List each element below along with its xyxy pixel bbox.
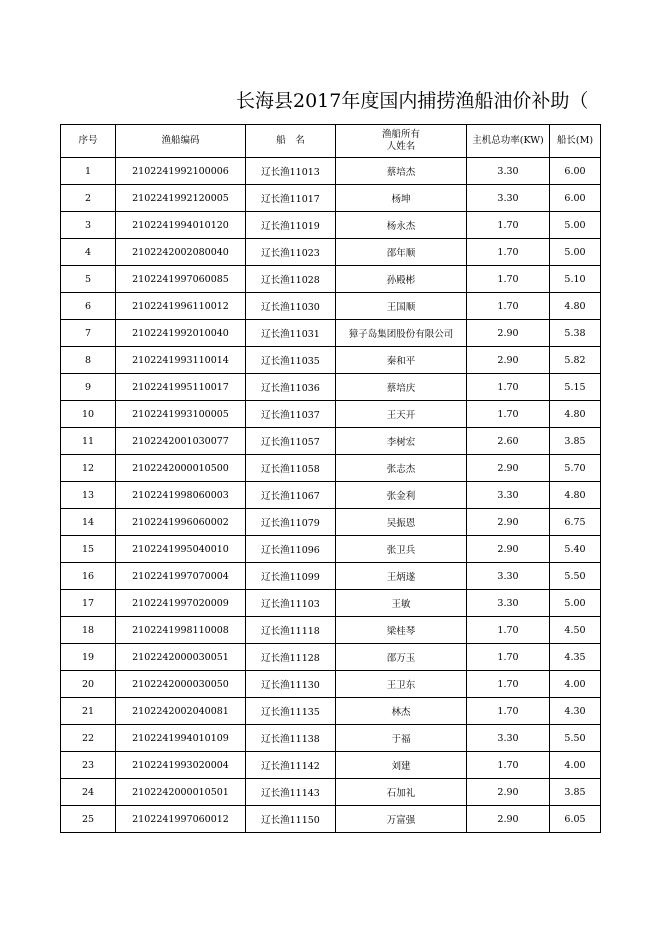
cell-vessel-length: 5.82 <box>550 347 601 374</box>
cell-vessel-length: 6.05 <box>550 806 601 833</box>
cell-owner-name: 梁桂琴 <box>336 617 467 644</box>
cell-vessel-name: 辽长渔11017 <box>246 185 336 212</box>
cell-index: 23 <box>61 752 116 779</box>
cell-engine-power: 1.70 <box>467 239 550 266</box>
cell-engine-power: 2.90 <box>467 509 550 536</box>
cell-owner-name: 蔡培庆 <box>336 374 467 401</box>
cell-owner-name: 李树宏 <box>336 428 467 455</box>
header-index: 序号 <box>61 125 116 158</box>
cell-vessel-length: 3.85 <box>550 428 601 455</box>
cell-index: 17 <box>61 590 116 617</box>
cell-vessel-code: 2102242000030051 <box>116 644 246 671</box>
cell-vessel-length: 4.00 <box>550 671 601 698</box>
table-row <box>61 347 601 374</box>
table-row <box>61 671 601 698</box>
cell-vessel-length: 5.15 <box>550 374 601 401</box>
table-row <box>61 752 601 779</box>
cell-owner-name: 秦和平 <box>336 347 467 374</box>
table-body <box>61 158 601 833</box>
cell-vessel-name: 辽长渔11058 <box>246 455 336 482</box>
cell-vessel-name: 辽长渔11067 <box>246 482 336 509</box>
header-owner-name: 渔船所有 人姓名 <box>336 125 467 158</box>
cell-vessel-code: 2102241992120005 <box>116 185 246 212</box>
cell-vessel-code: 2102242000010500 <box>116 455 246 482</box>
cell-owner-name: 王敏 <box>336 590 467 617</box>
header-engine-power: 主机总功率(KW) <box>467 125 550 158</box>
table-row <box>61 509 601 536</box>
cell-engine-power: 3.30 <box>467 590 550 617</box>
subsidy-table <box>60 124 601 833</box>
cell-vessel-name: 辽长渔11096 <box>246 536 336 563</box>
cell-vessel-name: 辽长渔11142 <box>246 752 336 779</box>
cell-index: 1 <box>61 158 116 185</box>
cell-vessel-name: 辽长渔11079 <box>246 509 336 536</box>
cell-engine-power: 3.30 <box>467 482 550 509</box>
cell-vessel-code: 2102241998060003 <box>116 482 246 509</box>
cell-vessel-name: 辽长渔11118 <box>246 617 336 644</box>
cell-vessel-length: 4.35 <box>550 644 601 671</box>
cell-index: 16 <box>61 563 116 590</box>
cell-index: 8 <box>61 347 116 374</box>
cell-vessel-length: 4.80 <box>550 293 601 320</box>
cell-vessel-code: 2102241994010109 <box>116 725 246 752</box>
cell-engine-power: 1.70 <box>467 671 550 698</box>
table-row <box>61 725 601 752</box>
cell-engine-power: 2.90 <box>467 806 550 833</box>
cell-vessel-code: 2102242000030050 <box>116 671 246 698</box>
cell-engine-power: 1.70 <box>467 212 550 239</box>
cell-vessel-name: 辽长渔11057 <box>246 428 336 455</box>
cell-index: 6 <box>61 293 116 320</box>
cell-engine-power: 1.70 <box>467 752 550 779</box>
table-row <box>61 185 601 212</box>
cell-vessel-name: 辽长渔11143 <box>246 779 336 806</box>
cell-vessel-length: 4.80 <box>550 401 601 428</box>
cell-index: 19 <box>61 644 116 671</box>
cell-vessel-length: 6.00 <box>550 158 601 185</box>
cell-vessel-length: 5.40 <box>550 536 601 563</box>
cell-owner-name: 杨坤 <box>336 185 467 212</box>
cell-engine-power: 2.90 <box>467 320 550 347</box>
cell-vessel-code: 2102241993100005 <box>116 401 246 428</box>
cell-index: 11 <box>61 428 116 455</box>
cell-owner-name: 王天开 <box>336 401 467 428</box>
table-row <box>61 455 601 482</box>
cell-vessel-name: 辽长渔11135 <box>246 698 336 725</box>
cell-owner-name: 王国顺 <box>336 293 467 320</box>
cell-vessel-code: 2102241995040010 <box>116 536 246 563</box>
cell-owner-name: 林杰 <box>336 698 467 725</box>
cell-engine-power: 1.70 <box>467 617 550 644</box>
cell-index: 18 <box>61 617 116 644</box>
cell-vessel-length: 5.38 <box>550 320 601 347</box>
cell-vessel-length: 6.00 <box>550 185 601 212</box>
cell-vessel-name: 辽长渔11030 <box>246 293 336 320</box>
cell-vessel-length: 5.70 <box>550 455 601 482</box>
cell-index: 4 <box>61 239 116 266</box>
header-vessel-name: 船 名 <box>246 125 336 158</box>
cell-vessel-length: 3.85 <box>550 779 601 806</box>
cell-vessel-length: 4.30 <box>550 698 601 725</box>
table-row <box>61 374 601 401</box>
cell-vessel-name: 辽长渔11128 <box>246 644 336 671</box>
cell-index: 2 <box>61 185 116 212</box>
table-row <box>61 536 601 563</box>
cell-owner-name: 万富强 <box>336 806 467 833</box>
table-row <box>61 212 601 239</box>
cell-engine-power: 1.70 <box>467 698 550 725</box>
cell-owner-name: 孙殿彬 <box>336 266 467 293</box>
cell-owner-name: 张志杰 <box>336 455 467 482</box>
cell-vessel-name: 辽长渔11023 <box>246 239 336 266</box>
cell-engine-power: 3.30 <box>467 563 550 590</box>
cell-vessel-code: 2102242000010501 <box>116 779 246 806</box>
cell-owner-name: 邵年顺 <box>336 239 467 266</box>
table-row <box>61 590 601 617</box>
cell-vessel-length: 5.50 <box>550 725 601 752</box>
table-row <box>61 158 601 185</box>
cell-vessel-code: 2102242002080040 <box>116 239 246 266</box>
cell-vessel-code: 2102241996110012 <box>116 293 246 320</box>
cell-owner-name: 张卫兵 <box>336 536 467 563</box>
cell-vessel-length: 5.00 <box>550 590 601 617</box>
cell-index: 7 <box>61 320 116 347</box>
cell-vessel-length: 4.50 <box>550 617 601 644</box>
cell-vessel-code: 2102241997060012 <box>116 806 246 833</box>
cell-index: 22 <box>61 725 116 752</box>
cell-engine-power: 1.70 <box>467 374 550 401</box>
cell-owner-name: 吴振恩 <box>336 509 467 536</box>
cell-index: 10 <box>61 401 116 428</box>
cell-vessel-name: 辽长渔11150 <box>246 806 336 833</box>
header-vessel-length: 船长(M) <box>550 125 601 158</box>
cell-vessel-name: 辽长渔11099 <box>246 563 336 590</box>
cell-owner-name: 王炳遂 <box>336 563 467 590</box>
cell-vessel-code: 2102241993110014 <box>116 347 246 374</box>
cell-engine-power: 2.90 <box>467 347 550 374</box>
cell-vessel-length: 6.75 <box>550 509 601 536</box>
cell-engine-power: 1.70 <box>467 293 550 320</box>
cell-vessel-length: 4.00 <box>550 752 601 779</box>
cell-vessel-code: 2102241994010120 <box>116 212 246 239</box>
cell-vessel-name: 辽长渔11035 <box>246 347 336 374</box>
cell-engine-power: 2.90 <box>467 455 550 482</box>
cell-index: 5 <box>61 266 116 293</box>
cell-owner-name: 邵万玉 <box>336 644 467 671</box>
cell-vessel-code: 2102241997020009 <box>116 590 246 617</box>
table-row <box>61 644 601 671</box>
header-vessel-code: 渔船编码 <box>116 125 246 158</box>
table-row <box>61 239 601 266</box>
table-row <box>61 698 601 725</box>
cell-vessel-length: 4.80 <box>550 482 601 509</box>
cell-owner-name: 王卫东 <box>336 671 467 698</box>
cell-engine-power: 3.30 <box>467 158 550 185</box>
table-row <box>61 293 601 320</box>
cell-vessel-name: 辽长渔11019 <box>246 212 336 239</box>
cell-vessel-code: 2102242002040081 <box>116 698 246 725</box>
cell-engine-power: 1.70 <box>467 644 550 671</box>
cell-vessel-code: 2102241993020004 <box>116 752 246 779</box>
cell-index: 3 <box>61 212 116 239</box>
table-row <box>61 563 601 590</box>
cell-engine-power: 2.90 <box>467 779 550 806</box>
cell-engine-power: 1.70 <box>467 266 550 293</box>
cell-owner-name: 刘建 <box>336 752 467 779</box>
table-row <box>61 401 601 428</box>
cell-owner-name: 于福 <box>336 725 467 752</box>
cell-engine-power: 2.60 <box>467 428 550 455</box>
cell-vessel-name: 辽长渔11138 <box>246 725 336 752</box>
cell-vessel-code: 2102241997060085 <box>116 266 246 293</box>
cell-owner-name: 蔡培杰 <box>336 158 467 185</box>
cell-vessel-name: 辽长渔11036 <box>246 374 336 401</box>
cell-vessel-code: 2102241992010040 <box>116 320 246 347</box>
cell-owner-name: 杨永杰 <box>336 212 467 239</box>
cell-vessel-code: 2102241995110017 <box>116 374 246 401</box>
cell-vessel-length: 5.50 <box>550 563 601 590</box>
cell-vessel-name: 辽长渔11013 <box>246 158 336 185</box>
table-row <box>61 617 601 644</box>
cell-vessel-code: 2102241998110008 <box>116 617 246 644</box>
cell-vessel-length: 5.10 <box>550 266 601 293</box>
table-row <box>61 320 601 347</box>
cell-index: 12 <box>61 455 116 482</box>
table-header-row <box>61 125 601 158</box>
table-row <box>61 482 601 509</box>
cell-index: 14 <box>61 509 116 536</box>
cell-engine-power: 2.90 <box>467 536 550 563</box>
cell-vessel-code: 2102241996060002 <box>116 509 246 536</box>
cell-vessel-code: 2102242001030077 <box>116 428 246 455</box>
cell-owner-name: 张金利 <box>336 482 467 509</box>
cell-vessel-name: 辽长渔11103 <box>246 590 336 617</box>
table-row <box>61 779 601 806</box>
cell-vessel-length: 5.00 <box>550 212 601 239</box>
cell-vessel-length: 5.00 <box>550 239 601 266</box>
cell-vessel-code: 2102241992100006 <box>116 158 246 185</box>
cell-vessel-code: 2102241997070004 <box>116 563 246 590</box>
cell-owner-name: 獐子岛集团股份有限公司 <box>336 320 467 347</box>
table-row <box>61 428 601 455</box>
cell-vessel-name: 辽长渔11130 <box>246 671 336 698</box>
cell-vessel-name: 辽长渔11028 <box>246 266 336 293</box>
table-row <box>61 806 601 833</box>
cell-engine-power: 3.30 <box>467 185 550 212</box>
cell-vessel-name: 辽长渔11037 <box>246 401 336 428</box>
cell-index: 24 <box>61 779 116 806</box>
cell-index: 25 <box>61 806 116 833</box>
cell-index: 9 <box>61 374 116 401</box>
cell-engine-power: 3.30 <box>467 725 550 752</box>
cell-index: 20 <box>61 671 116 698</box>
cell-owner-name: 石加礼 <box>336 779 467 806</box>
cell-index: 13 <box>61 482 116 509</box>
cell-index: 21 <box>61 698 116 725</box>
cell-index: 15 <box>61 536 116 563</box>
table-row <box>61 266 601 293</box>
cell-engine-power: 1.70 <box>467 401 550 428</box>
page-title: 长海县2017年度国内捕捞渔船油价补助（ <box>236 90 589 112</box>
cell-vessel-name: 辽长渔11031 <box>246 320 336 347</box>
